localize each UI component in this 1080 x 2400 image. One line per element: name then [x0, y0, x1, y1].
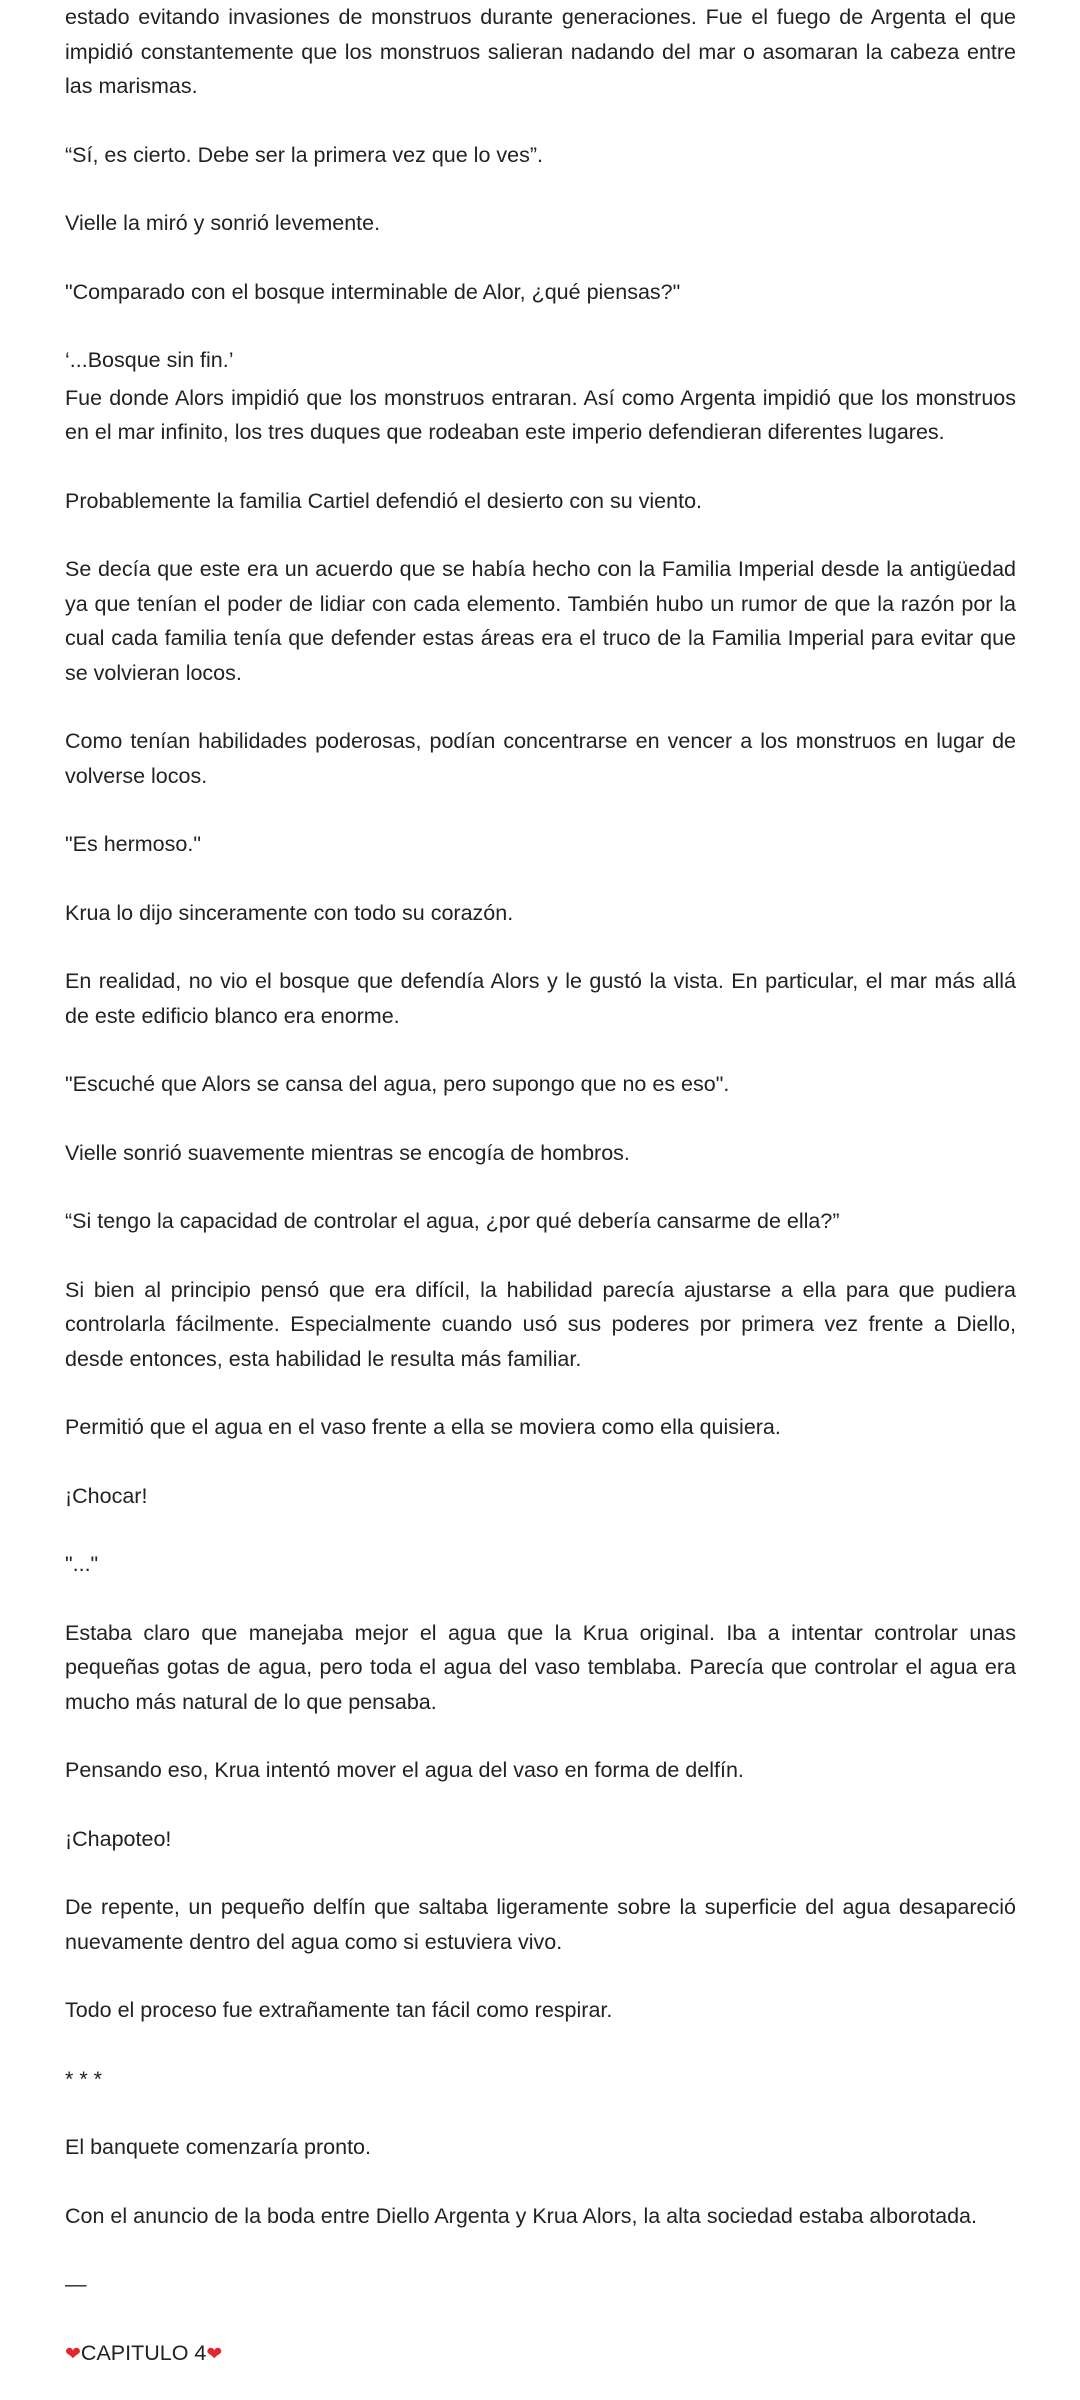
paragraph-7: Probablemente la familia Cartiel defendió el desierto con su viento.: [65, 488, 703, 513]
chapter-label: CAPITULO 4: [80, 2340, 207, 2365]
paragraph-17: Permitió que el agua en el vaso frente a ella se moviera como ella quisiera.: [65, 1415, 781, 1439]
paragraph-22: ¡Chapoteo!: [65, 1826, 172, 1851]
paragraph-3: Vielle la miró y sonrió levemente.: [65, 211, 381, 235]
heart-icon: ❤: [206, 2342, 223, 2365]
paragraph-13: "Escuché que Alors se cansa del agua, pero supongo que no es eso".: [65, 1072, 730, 1096]
paragraph-26: El banquete comenzaría pronto.: [65, 2135, 371, 2159]
paragraph-6: Fue donde Alors impidió que los monstruos entraran. Así como Argenta impidió que los monstruos en el mar infinito, los tres duques que rodeaban este imperio defendieran diferentes lugares.: [65, 385, 1016, 444]
paragraph-9: Como tenían habilidades poderosas, podían concentrarse en vencer a los monstruos en lugar de volverse locos.: [65, 729, 1016, 788]
paragraph-24: Todo el proceso fue extrañamente tan fácil como respirar.: [65, 1998, 613, 2022]
paragraph-15: “Si tengo la capacidad de controlar el agua, ¿por qué debería cansarme de ella?”: [65, 1209, 840, 1233]
paragraph-21: Pensando eso, Krua intentó mover el agua del vaso en forma de delfín.: [65, 1758, 744, 1782]
dash-separator: —: [65, 2272, 87, 2296]
paragraph-4: "Comparado con el bosque interminable de Alor, ¿qué piensas?": [65, 279, 681, 304]
paragraph-1: estado evitando invasiones de monstruos durante generaciones. Fue el fuego de Argenta el que impidió constantemente que los monstruos salieran nadando del mar o asomaran la cabeza entre las marismas.: [65, 5, 1016, 98]
paragraph-2: “Sí, es cierto. Debe ser la primera vez que lo ves”.: [65, 142, 543, 167]
paragraph-10: "Es hermoso.": [65, 832, 201, 856]
document-body: [65, 0, 1016, 2371]
paragraph-14: Vielle sonrió suavemente mientras se encogía de hombros.: [65, 1140, 630, 1165]
paragraph-19: "...": [65, 1552, 99, 1576]
paragraph-12: En realidad, no vio el bosque que defendía Alors y le gustó la vista. En particular, el mar más allá de este edificio blanco era enorme.: [65, 969, 1016, 1028]
scene-break: * * *: [65, 2066, 103, 2091]
paragraph-16: Si bien al principio pensó que era difícil, la habilidad parecía ajustarse a ella para que pudiera controlarla fácilmente. Especialmente cuando usó sus poderes por primera vez frente a Diello, desde entonces, esta habilidad le resulta más familiar.: [65, 1277, 1016, 1371]
paragraph-8: Se decía que este era un acuerdo que se había hecho con la Familia Imperial desde la antigüedad ya que tenían el poder de lidiar con cada elemento. También hubo un rumor de que la razón por la cual cada familia tenía que defender estas áreas era el truco de la Familia Imperial para evitar que se volvieran locos.: [65, 557, 1016, 685]
chapter-link[interactable]: [65, 2336, 1016, 2372]
paragraph-5: ‘...Bosque sin fin.’: [65, 348, 234, 372]
paragraph-18: ¡Chocar!: [65, 1483, 148, 1508]
paragraph-20: Estaba claro que manejaba mejor el agua que la Krua original. Iba a intentar controlar unas pequeñas gotas de agua, pero toda el agua del vaso temblaba. Parecía que controlar el agua era mucho más natural de lo que pensaba.: [65, 1620, 1016, 1714]
paragraph-11: Krua lo dijo sinceramente con todo su corazón.: [65, 900, 514, 925]
paragraph-27: Con el anuncio de la boda entre Diello Argenta y Krua Alors, la alta sociedad estaba alborotada.: [65, 2203, 977, 2228]
heart-icon: ❤: [65, 2342, 81, 2365]
paragraph-23: De repente, un pequeño delfín que saltaba ligeramente sobre la superficie del agua desapareció nuevamente dentro del agua como si estuviera vivo.: [65, 1895, 1016, 1954]
